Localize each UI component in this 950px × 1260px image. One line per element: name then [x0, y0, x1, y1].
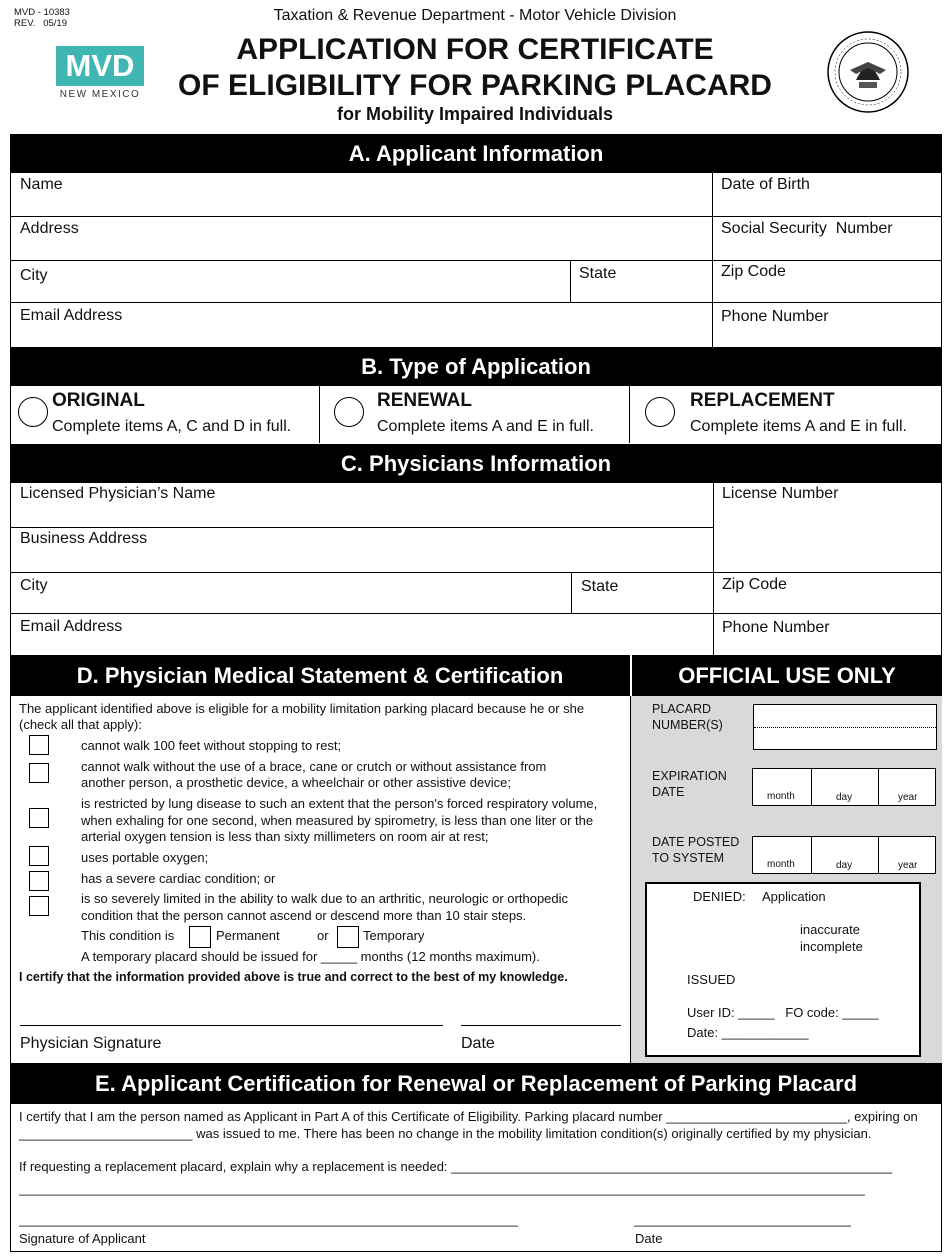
page-title: APPLICATION FOR CERTIFICATE OF ELIGIBILITY FOR PARKING PLACARD	[178, 33, 772, 102]
section-e-header: E. Applicant Certification for Renewal or Replacement of Parking Placard	[10, 1063, 942, 1104]
zip-field[interactable]	[713, 261, 942, 303]
dob-field[interactable]	[713, 173, 942, 217]
condition-prefix: This condition is	[81, 928, 175, 943]
logo-subtitle: NEW MEXICO	[59, 89, 141, 100]
page-subtitle: for Mobility Impaired Individuals	[336, 104, 614, 124]
condition-item: cannot walk 100 feet without stopping to rest;	[81, 738, 342, 753]
physician-city-label: City	[20, 577, 48, 594]
dob-label: Date of Birth	[721, 176, 810, 193]
email-field[interactable]	[10, 303, 713, 347]
day-label: day	[836, 792, 853, 803]
physician-state-label: State	[581, 578, 619, 595]
original-desc: Complete items A, C and D in full.	[52, 418, 292, 435]
issued-label: ISSUED	[687, 972, 736, 987]
or-label: or	[317, 928, 329, 943]
section-d-header: D. Physician Medical Statement & Certification	[10, 655, 630, 696]
applicant-date-line[interactable]: ______________________________	[634, 1212, 851, 1227]
replacement-desc: Complete items A and E in full.	[690, 418, 907, 435]
checkbox-portable-oxygen[interactable]	[29, 846, 49, 866]
business-address-label: Business Address	[20, 530, 148, 547]
zip-label: Zip Code	[721, 263, 786, 280]
option-replacement[interactable]	[630, 386, 942, 443]
applicant-certify-text: I certify that I am the person named as Applicant in Part A of this Certificate of Eligibility. Parking placard number _________________________, expiring on ________________________ was issued to me. There has been no change in the mobility limitation condition(s) originally certified by my physician.	[19, 1109, 918, 1141]
name-field[interactable]	[10, 173, 713, 217]
temporary-label: Temporary	[363, 928, 425, 943]
renewal-desc: Complete items A and E in full.	[377, 418, 594, 435]
physician-date-label: Date	[461, 1035, 495, 1052]
section-d-intro: The applicant identified above is eligible for a mobility limitation parking placard because he or she (check all that apply):	[19, 701, 585, 732]
physician-email-label: Email Address	[20, 618, 123, 635]
address-field[interactable]	[10, 217, 713, 261]
checkbox-temporary[interactable]	[337, 926, 359, 948]
year-label: year	[898, 860, 918, 871]
condition-item: is so severely limited in the ability to walk due to an arthritic, neurologic or orthopedic condition that the person cannot ascend or descend more than 10 stair steps.	[81, 891, 569, 923]
department-name: Taxation & Revenue Department - Motor Vehicle Division	[273, 7, 677, 24]
physician-signature-label: Physician Signature	[20, 1035, 162, 1052]
physician-email-field[interactable]	[10, 614, 714, 655]
permanent-label: Permanent	[216, 928, 280, 943]
year-label: year	[898, 792, 918, 803]
checkbox-assistive-device[interactable]	[29, 763, 49, 783]
date-posted-field[interactable]	[752, 836, 936, 874]
license-field[interactable]	[714, 483, 942, 573]
condition-item: uses portable oxygen;	[81, 850, 209, 865]
placard-number-field[interactable]	[753, 704, 937, 750]
option-original[interactable]	[10, 386, 320, 443]
incomplete-label: incomplete	[800, 939, 863, 954]
mvd-logo: MVD	[56, 46, 144, 86]
placard-number-label: PLACARD NUMBER(S)	[652, 702, 723, 732]
physician-state-field[interactable]	[572, 573, 714, 614]
checkbox-walk-100[interactable]	[29, 735, 49, 755]
original-radio[interactable]	[18, 397, 48, 427]
month-label: month	[767, 859, 795, 870]
renewal-label: RENEWAL	[377, 390, 472, 411]
section-a-header: A. Applicant Information	[10, 134, 942, 173]
physician-certify-statement: I certify that the information provided above is true and correct to the best of my knowledge.	[19, 970, 568, 984]
renewal-radio[interactable]	[334, 397, 364, 427]
date-posted-label: DATE POSTED TO SYSTEM	[652, 835, 740, 865]
state-seal-icon	[826, 30, 910, 114]
checkbox-permanent[interactable]	[189, 926, 211, 948]
city-label: City	[20, 267, 48, 284]
month-label: month	[767, 791, 795, 802]
denied-issued-box	[645, 882, 921, 1057]
state-field[interactable]	[571, 261, 713, 303]
expiration-date-field[interactable]	[752, 768, 936, 806]
user-id-fo-code: User ID: _____ FO code: _____	[687, 1005, 879, 1020]
checkbox-cardiac[interactable]	[29, 871, 49, 891]
official-use-header: OFFICIAL USE ONLY	[630, 655, 942, 696]
applicant-signature-line[interactable]: _____________________________________________________________________	[19, 1212, 518, 1227]
applicant-date-label: Date	[635, 1231, 663, 1246]
physician-name-field[interactable]	[10, 483, 714, 528]
condition-item: is restricted by lung disease to such an extent that the person's forced respiratory volume, when exhaling for one second, when measured by spirometry, is less than one liter or the arterial oxygen tension is less than sixty millimeters on room air at rest;	[81, 796, 598, 844]
physician-name-label: Licensed Physician’s Name	[20, 485, 216, 502]
replacement-reason-prompt[interactable]: If requesting a replacement placard, explain why a replacement is needed: _____________________________________________________________	[19, 1159, 893, 1174]
ssn-field[interactable]	[713, 217, 942, 261]
applicant-signature-label: Signature of Applicant	[19, 1231, 146, 1246]
section-c-header: C. Physicians Information	[10, 444, 942, 483]
phone-field[interactable]	[713, 303, 942, 347]
form-id: MVD - 10383 REV. 05/19	[14, 7, 70, 29]
ssn-label: Social Security Number	[721, 220, 893, 237]
inaccurate-label: inaccurate	[800, 922, 860, 937]
expiration-date-label: EXPIRATION DATE	[652, 769, 727, 799]
name-label: Name	[20, 176, 63, 193]
day-label: day	[836, 860, 853, 871]
physician-city-field[interactable]	[10, 573, 572, 614]
physician-signature-line[interactable]	[20, 1025, 443, 1026]
replacement-reason-line[interactable]: _____________________________________________________________________________________________________________________	[19, 1181, 865, 1196]
checkbox-lung-disease[interactable]	[29, 808, 49, 828]
state-label: State	[579, 265, 617, 282]
physician-zip-field[interactable]	[714, 573, 942, 614]
condition-item: cannot walk without the use of a brace, cane or crutch or without assistance from another person, a prosthetic device, a wheelchair or other assistive device;	[81, 759, 547, 790]
replacement-radio[interactable]	[645, 397, 675, 427]
business-address-field[interactable]	[10, 528, 714, 573]
temporary-months-note: A temporary placard should be issued for _____ months (12 months maximum).	[81, 949, 540, 964]
phone-label: Phone Number	[721, 308, 829, 325]
replacement-label: REPLACEMENT	[690, 390, 835, 411]
denied-label: DENIED:	[693, 889, 746, 904]
option-renewal[interactable]	[320, 386, 630, 443]
physician-zip-label: Zip Code	[722, 576, 787, 593]
official-date-line: Date: ____________	[687, 1025, 809, 1040]
physician-date-line[interactable]	[461, 1025, 621, 1026]
application-label: Application	[762, 889, 826, 904]
checkbox-stairs[interactable]	[29, 896, 49, 916]
address-label: Address	[20, 220, 79, 237]
condition-item: has a severe cardiac condition; or	[81, 871, 276, 886]
physician-phone-field[interactable]	[714, 614, 942, 655]
section-b-header: B. Type of Application	[10, 347, 942, 386]
physician-phone-label: Phone Number	[722, 619, 830, 636]
license-label: License Number	[722, 485, 839, 502]
city-field[interactable]	[10, 261, 571, 303]
original-label: ORIGINAL	[52, 390, 145, 411]
email-label: Email Address	[20, 307, 123, 324]
